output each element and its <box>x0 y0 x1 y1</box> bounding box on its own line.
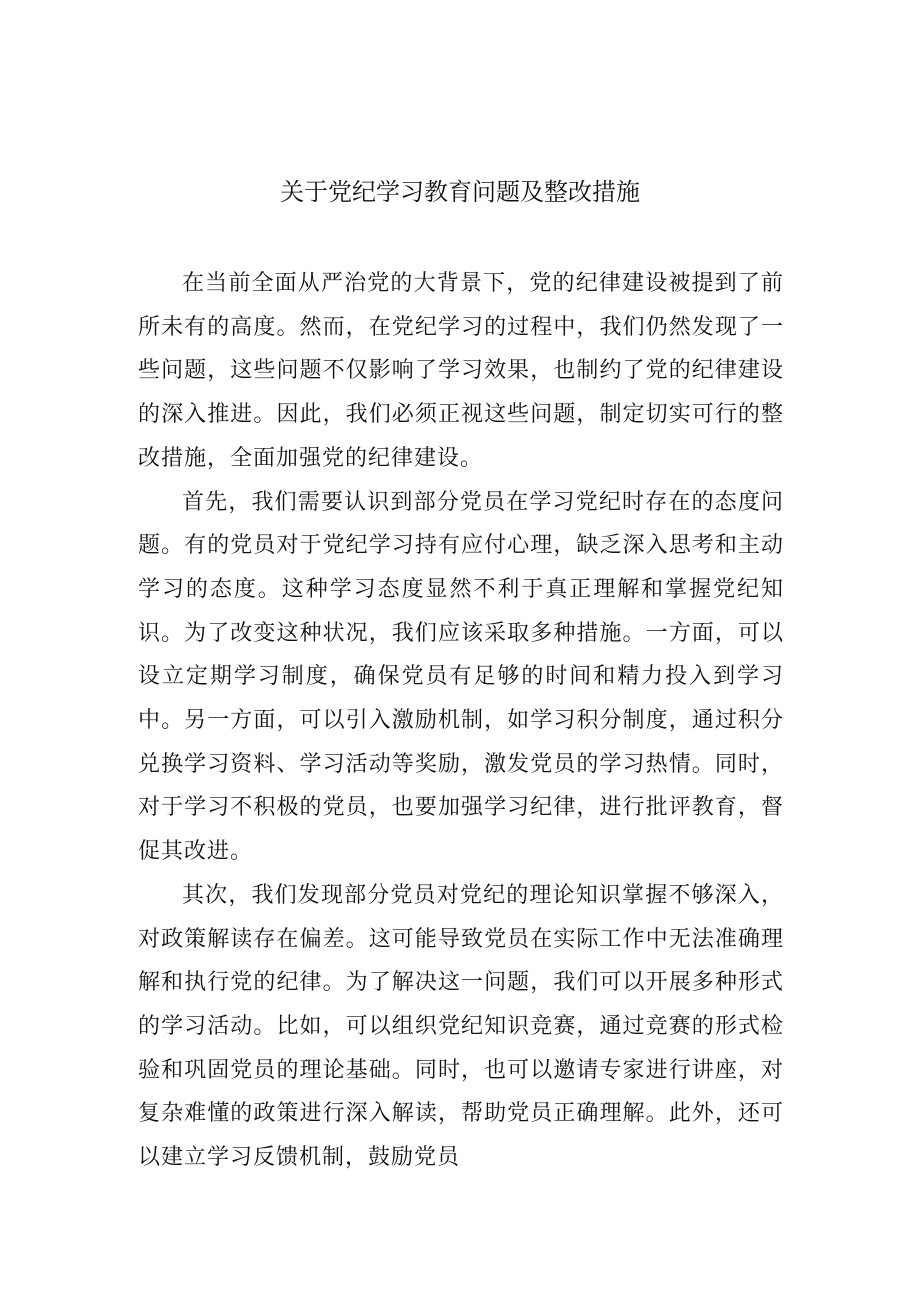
paragraph-3: 其次，我们发现部分党员对党纪的理论知识掌握不够深入，对政策解读存在偏差。这可能导致党员在实际工作中无法准确理解和执行党的纪律。为了解决这一问题，我们可以开展多种形式的学习活动。比如，可以组织党纪知识竞赛，通过竞赛的形式检验和巩固党员的理论基础。同时，也可以邀请专家进行讲座，对复杂难懂的政策进行深入解读，帮助党员正确理解。此外，还可以建立学习反馈机制，鼓励党员 <box>138 882 784 1171</box>
document-body <box>138 262 784 1180</box>
paragraph-1: 在当前全面从严治党的大背景下，党的纪律建设被提到了前所未有的高度。然而，在党纪学习的过程中，我们仍然发现了一些问题，这些问题不仅影响了学习效果，也制约了党的纪律建设的深入推进。因此，我们必须正视这些问题，制定切实可行的整改措施，全面加强党的纪律建设。 <box>138 271 784 471</box>
paragraph-2: 首先，我们需要认识到部分党员在学习党纪时存在的态度问题。有的党员对于党纪学习持有应付心理，缺乏深入思考和主动学习的态度。这种学习态度显然不利于真正理解和掌握党纪知识。为了改变这种状况，我们应该采取多种措施。一方面，可以设立定期学习制度，确保党员有足够的时间和精力投入到学习中。另一方面，可以引入激励机制，如学习积分制度，通过积分兑换学习资料、学习活动等奖励，激发党员的学习热情。同时，对于学习不积极的党员，也要加强学习纪律，进行批评教育，督促其改进。 <box>138 489 784 865</box>
document-title: 关于党纪学习教育问题及整改措施 <box>280 178 640 206</box>
